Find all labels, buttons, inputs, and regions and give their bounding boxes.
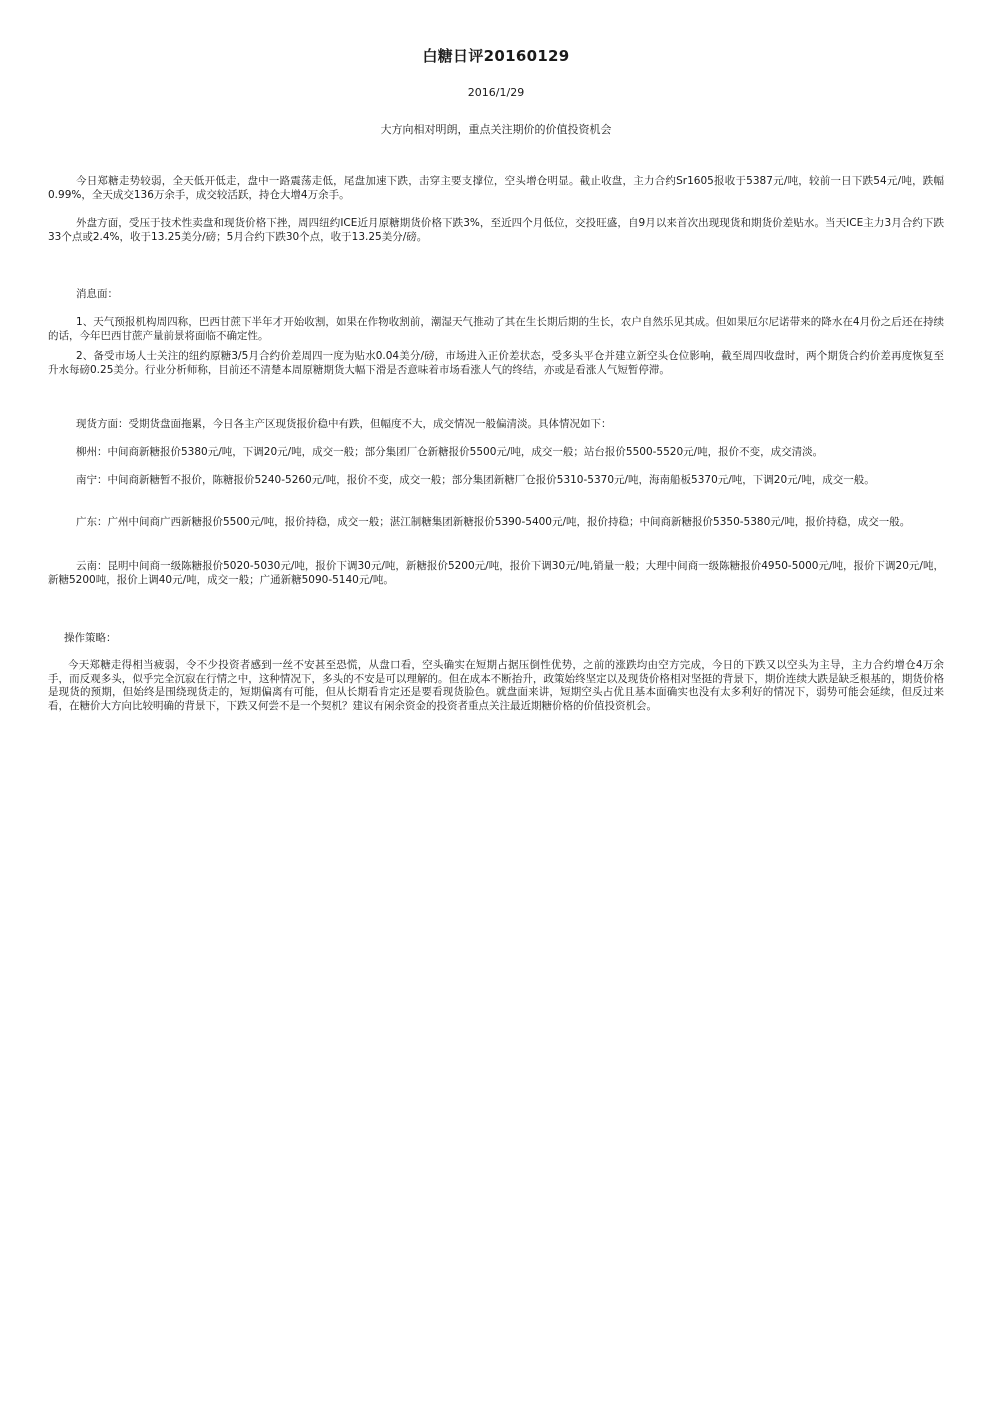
news-heading: 消息面： xyxy=(76,288,118,300)
paragraph-domestic-market: 今日郑糖走势较弱，全天低开低走，盘中一路震荡走低，尾盘加速下跌，击穿主要支撑位，空头增仓明显。截止收盘，主力合约Sr1605报收于5387元/吨，较前一日下跌54元/吨，跌幅0.99%，全天成交136万余手，成交较活跃，持仓大增4万余手。 xyxy=(48,175,944,201)
news-item-1: 1、天气预报机构周四称，巴西甘蔗下半年才开始收割，如果在作物收割前，潮湿天气推动了其在生长期后期的生长，农户自然乐见其成。但如果厄尔尼诺带来的降水在4月份之后还在持续的话，今年巴西甘蔗产量前景将面临不确定性。 xyxy=(48,316,944,342)
paragraph-foreign-market: 外盘方面，受压于技术性卖盘和现货价格下挫，周四纽约ICE近月原糖期货价格下跌3%，至近四个月低位，交投旺盛，自9月以来首次出现现货和期货价差贴水。当天ICE主力3月合约下跌33个点或2.4%，收于13.25美分/磅；5月合约下跌30个点，收于13.25美分/磅。 xyxy=(48,217,944,243)
spot-yunnan: 云南：昆明中间商一级陈糖报价5020-5030元/吨，报价下调30元/吨，新糖报价5200元/吨，报价下调30元/吨,销量一般；大理中间商一级陈糖报价4950-5000元/吨，报价下调20元/吨，新糖5200吨，报价上调40元/吨，成交一般；广通新糖5090-5140元/吨。 xyxy=(48,560,944,586)
spot-guangdong: 广东：广州中间商广西新糖报价5500元/吨，报价持稳，成交一般；湛江制糖集团新糖报价5390-5400元/吨，报价持稳；中间商新糖报价5350-5380元/吨，报价持稳，成交一般。 xyxy=(76,516,911,528)
document-date: 2016/1/29 xyxy=(467,86,525,99)
news-item-2: 2、备受市场人士关注的纽约原糖3/5月合约价差周四一度为贴水0.04美分/磅，市场进入正价差状态，受多头平仓并建立新空头仓位影响，截至周四收盘时，两个期货合约价差再度恢复至升水每磅0.25美分。行业分析师称，目前还不清楚本周原糖期货大幅下滑是否意味着市场看涨人气的终结，亦或是看涨人气短暂停滞。 xyxy=(48,350,944,376)
document-subtitle: 大方向相对明朗，重点关注期价的价值投资机会 xyxy=(380,123,612,136)
spot-intro: 现货方面：受期货盘面拖累，今日各主产区现货报价稳中有跌，但幅度不大，成交情况一般偏清淡。具体情况如下： xyxy=(76,418,612,430)
strategy-body: 今天郑糖走得相当疲弱，令不少投资者感到一丝不安甚至恐慌，从盘口看，空头确实在短期占据压倒性优势，之前的涨跌均由空方完成，今日的下跌又以空头为主导，主力合约增仓4万余手，而反观多头，似乎完全沉寂在行情之中，这种情况下，多头的不安是可以理解的。但在成本不断抬升，政策始终坚定以及现货价格相对坚挺的背景下，期价连续大跌是缺乏根基的，期货价格是现货的预期，但始终是围绕现货走的，短期偏离有可能，但从长期看肯定还是要看现货脸色。就盘面来讲，短期空头占优且基本面确实也没有太多利好的情况下，弱势可能会延续，但反过来看，在糖价大方向比较明确的背景下，下跌又何尝不是一个契机？建议有闲余资金的投资者重点关注最近期糖价格的价值投资机会。 xyxy=(48,659,944,712)
spot-liuzhou: 柳州：中间商新糖报价5380元/吨，下调20元/吨，成交一般；部分集团厂仓新糖报价5500元/吨，成交一般；站台报价5500-5520元/吨，报价不变，成交清淡。 xyxy=(76,446,824,458)
document-title: 白糖日评20160129 xyxy=(422,47,570,65)
spot-nanning: 南宁：中间商新糖暂不报价，陈糖报价5240-5260元/吨，报价不变，成交一般；部分集团新糖厂仓报价5310-5370元/吨，海南船板5370元/吨，下调20元/吨，成交一般。 xyxy=(76,474,875,486)
strategy-heading: 操作策略： xyxy=(64,632,117,644)
